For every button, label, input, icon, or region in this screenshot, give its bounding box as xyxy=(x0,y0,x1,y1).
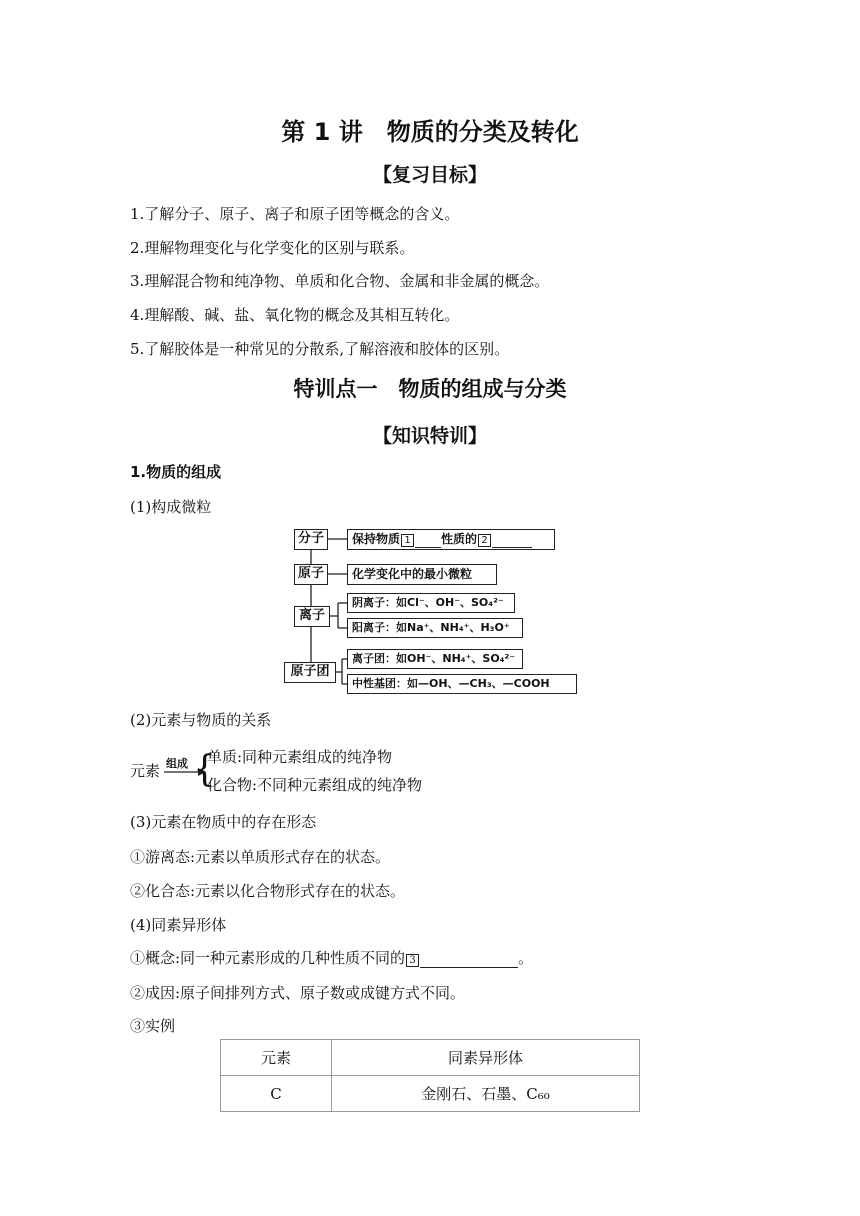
sub-heading: (4)同素异形体 xyxy=(130,916,227,934)
atom-desc: 化学变化中的最小微粒 xyxy=(347,564,497,585)
blank-number-2: 2 xyxy=(478,534,491,547)
allotrope-example: ③实例 xyxy=(130,1017,176,1035)
review-item: 5.了解胶体是一种常见的分散系,了解溶液和胶体的区别。 xyxy=(130,340,510,358)
blank-2 xyxy=(492,547,532,548)
free-state: ①游离态:元素以单质形式存在的状态。 xyxy=(130,848,391,866)
compound: 化合物:不同种元素组成的纯净物 xyxy=(207,776,423,794)
atom-group-label: 原子团 xyxy=(284,662,336,683)
combined-state: ②化合态:元素以化合物形式存在的状态。 xyxy=(130,882,406,900)
blank-3 xyxy=(420,951,518,968)
simple-substance: 单质:同种元素组成的纯净物 xyxy=(207,748,393,766)
sub-heading: (2)元素与物质的关系 xyxy=(130,711,272,729)
molecule-desc xyxy=(347,529,555,550)
section-title: 特训点一 物质的组成与分类 xyxy=(293,377,567,401)
anion-prefix: 阴离子：如 xyxy=(352,596,407,609)
review-item: 3.理解混合物和纯净物、单质和化合物、金属和非金属的概念。 xyxy=(130,272,550,290)
review-item: 2.理解物理变化与化学变化的区别与联系。 xyxy=(130,239,415,257)
ion-group-desc xyxy=(347,649,523,669)
table-cell: C xyxy=(221,1076,332,1112)
molecule-desc-b: 性质的 xyxy=(441,532,478,546)
molecule-label: 分子 xyxy=(294,529,328,550)
page-title: 第 1 讲 物质的分类及转化 xyxy=(281,118,579,146)
molecule-desc-a: 保持物质 xyxy=(352,532,401,546)
sub-heading: (1)构成微粒 xyxy=(130,498,212,516)
cation-desc xyxy=(347,618,523,638)
review-heading: 【复习目标】 xyxy=(372,164,487,186)
review-item: 4.理解酸、碱、盐、氧化物的概念及其相互转化。 xyxy=(130,306,460,324)
cation-prefix: 阳离子：如 xyxy=(352,621,407,634)
blank-number-3: 3 xyxy=(406,954,419,967)
neutral-group-desc xyxy=(347,674,577,694)
allotrope-concept xyxy=(130,947,533,968)
sub-heading: (3)元素在物质中的存在形态 xyxy=(130,813,317,831)
table-row xyxy=(221,1076,640,1112)
element-label: 元素 xyxy=(130,762,161,780)
section-subheading: 【知识特训】 xyxy=(372,425,487,447)
ion-label: 离子 xyxy=(294,606,330,627)
table-cell: 金刚石、石墨、C₆₀ xyxy=(332,1076,640,1112)
neutral-group-list: —OH、—CH₃、—COOH xyxy=(418,677,550,690)
allotrope-concept-text: ①概念:同一种元素形成的几种性质不同的 xyxy=(130,949,406,967)
blank-number-1: 1 xyxy=(401,534,414,547)
compose-label: 组成 xyxy=(166,757,188,770)
table-header: 同素异形体 xyxy=(332,1040,640,1076)
point-heading: 1.物质的组成 xyxy=(130,463,222,481)
brace-icon: { xyxy=(193,749,216,790)
cation-list: Na⁺、NH₄⁺、H₃O⁺ xyxy=(407,621,510,634)
allotrope-table xyxy=(220,1039,640,1112)
table-header-row xyxy=(221,1040,640,1076)
anion-list: Cl⁻、OH⁻、SO₄²⁻ xyxy=(407,596,504,609)
neutral-group-prefix: 中性基团：如 xyxy=(352,677,418,690)
table-header: 元素 xyxy=(221,1040,332,1076)
blank-1 xyxy=(415,547,441,548)
anion-desc xyxy=(347,593,515,613)
ion-group-prefix: 离子团：如 xyxy=(352,652,407,665)
atom-label: 原子 xyxy=(294,564,328,585)
concept-end: 。 xyxy=(518,949,534,967)
review-item: 1.了解分子、原子、离子和原子团等概念的含义。 xyxy=(130,205,460,223)
allotrope-cause: ②成因:原子间排列方式、原子数或成键方式不同。 xyxy=(130,984,466,1002)
ion-group-list: OH⁻、NH₄⁺、SO₄²⁻ xyxy=(407,652,516,665)
